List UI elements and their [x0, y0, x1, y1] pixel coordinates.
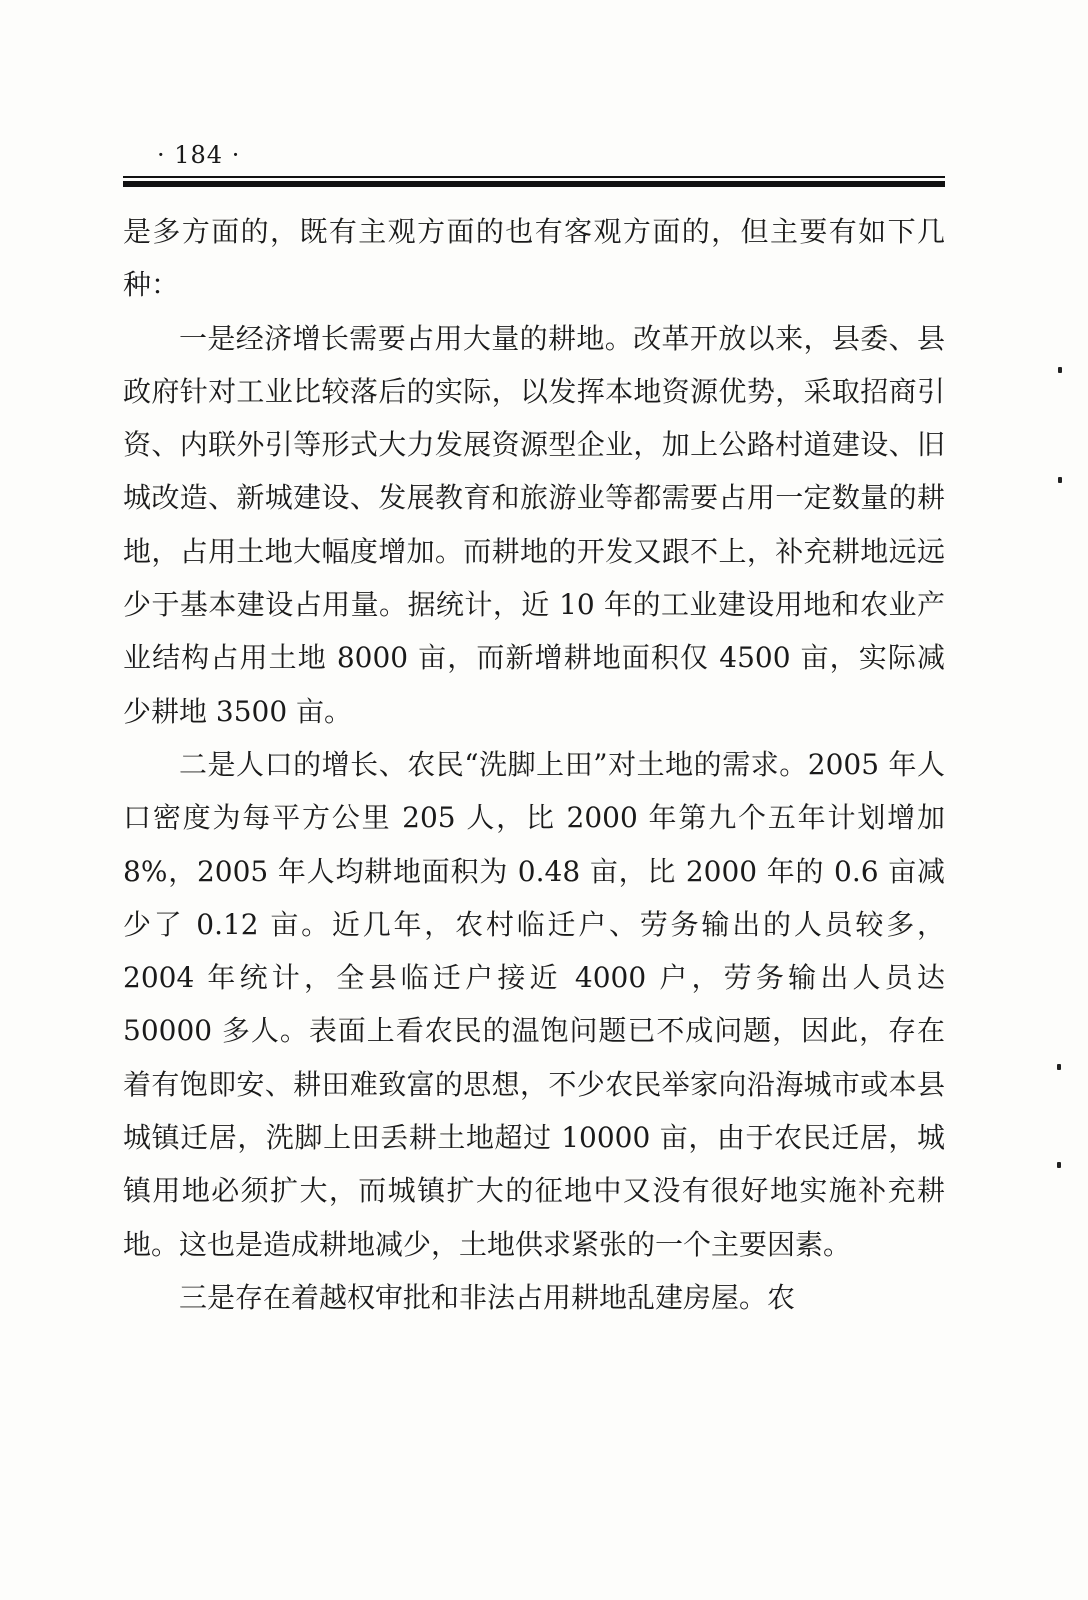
margin-mark [1058, 367, 1062, 373]
header-rule-thick [123, 181, 945, 187]
paragraph-continued: 是多方面的，既有主观方面的也有客观方面的，但主要有如下几种： [123, 215, 945, 302]
margin-mark [1058, 477, 1062, 483]
body-text [123, 205, 945, 1324]
page-header [123, 138, 945, 187]
page-number: · 184 · [157, 141, 241, 169]
header-rule-thin [123, 176, 945, 178]
paragraph-population-growth: 二是人口的增长、农民“洗脚上田”对土地的需求。2005 年人口密度为每平方公里 205 人，比 2000 年第九个五年计划增加 8%，2005 年人均耕地面积为 0.48 亩，比 2000 年的 0.6 亩减少了 0.12 亩。近几年，农村临迁户、劳务输出的人员较多，2004 年统计，全县临迁户接近 4000 户，劳务输出人员达 50000 多人。表面上看农民的温饱问题已不成问题，因此，存在着有饱即安、耕田难致富的思想，不少农民举家向沿海城市或本县城镇迁居，洗脚上田丢耕土地超过 10000 亩，由于农民迁居，城镇用地必须扩大，而城镇扩大的征地中又没有很好地实施补充耕地。这也是造成耕地减少，土地供求紧张的一个主要因素。 [123, 747, 945, 1261]
paragraph-economic-growth: 一是经济增长需要占用大量的耕地。改革开放以来，县委、县政府针对工业比较落后的实际，以发挥本地资源优势，采取招商引资、内联外引等形式大力发展资源型企业，加上公路村道建设、旧城改造、新城建设、发展教育和旅游业等都需要占用一定数量的耕地，占用土地大幅度增加。而耕地的开发又跟不上，补充耕地远远少于基本建设占用量。据统计，近 10 年的工业建设用地和农业产业结构占用土地 8000 亩，而新增耕地面积仅 4500 亩，实际减少耕地 3500 亩。 [123, 321, 945, 728]
margin-mark [1057, 1064, 1061, 1070]
margin-mark [1057, 1162, 1061, 1168]
paragraph-illegal-occupation: 三是存在着越权审批和非法占用耕地乱建房屋。农 [179, 1280, 796, 1314]
